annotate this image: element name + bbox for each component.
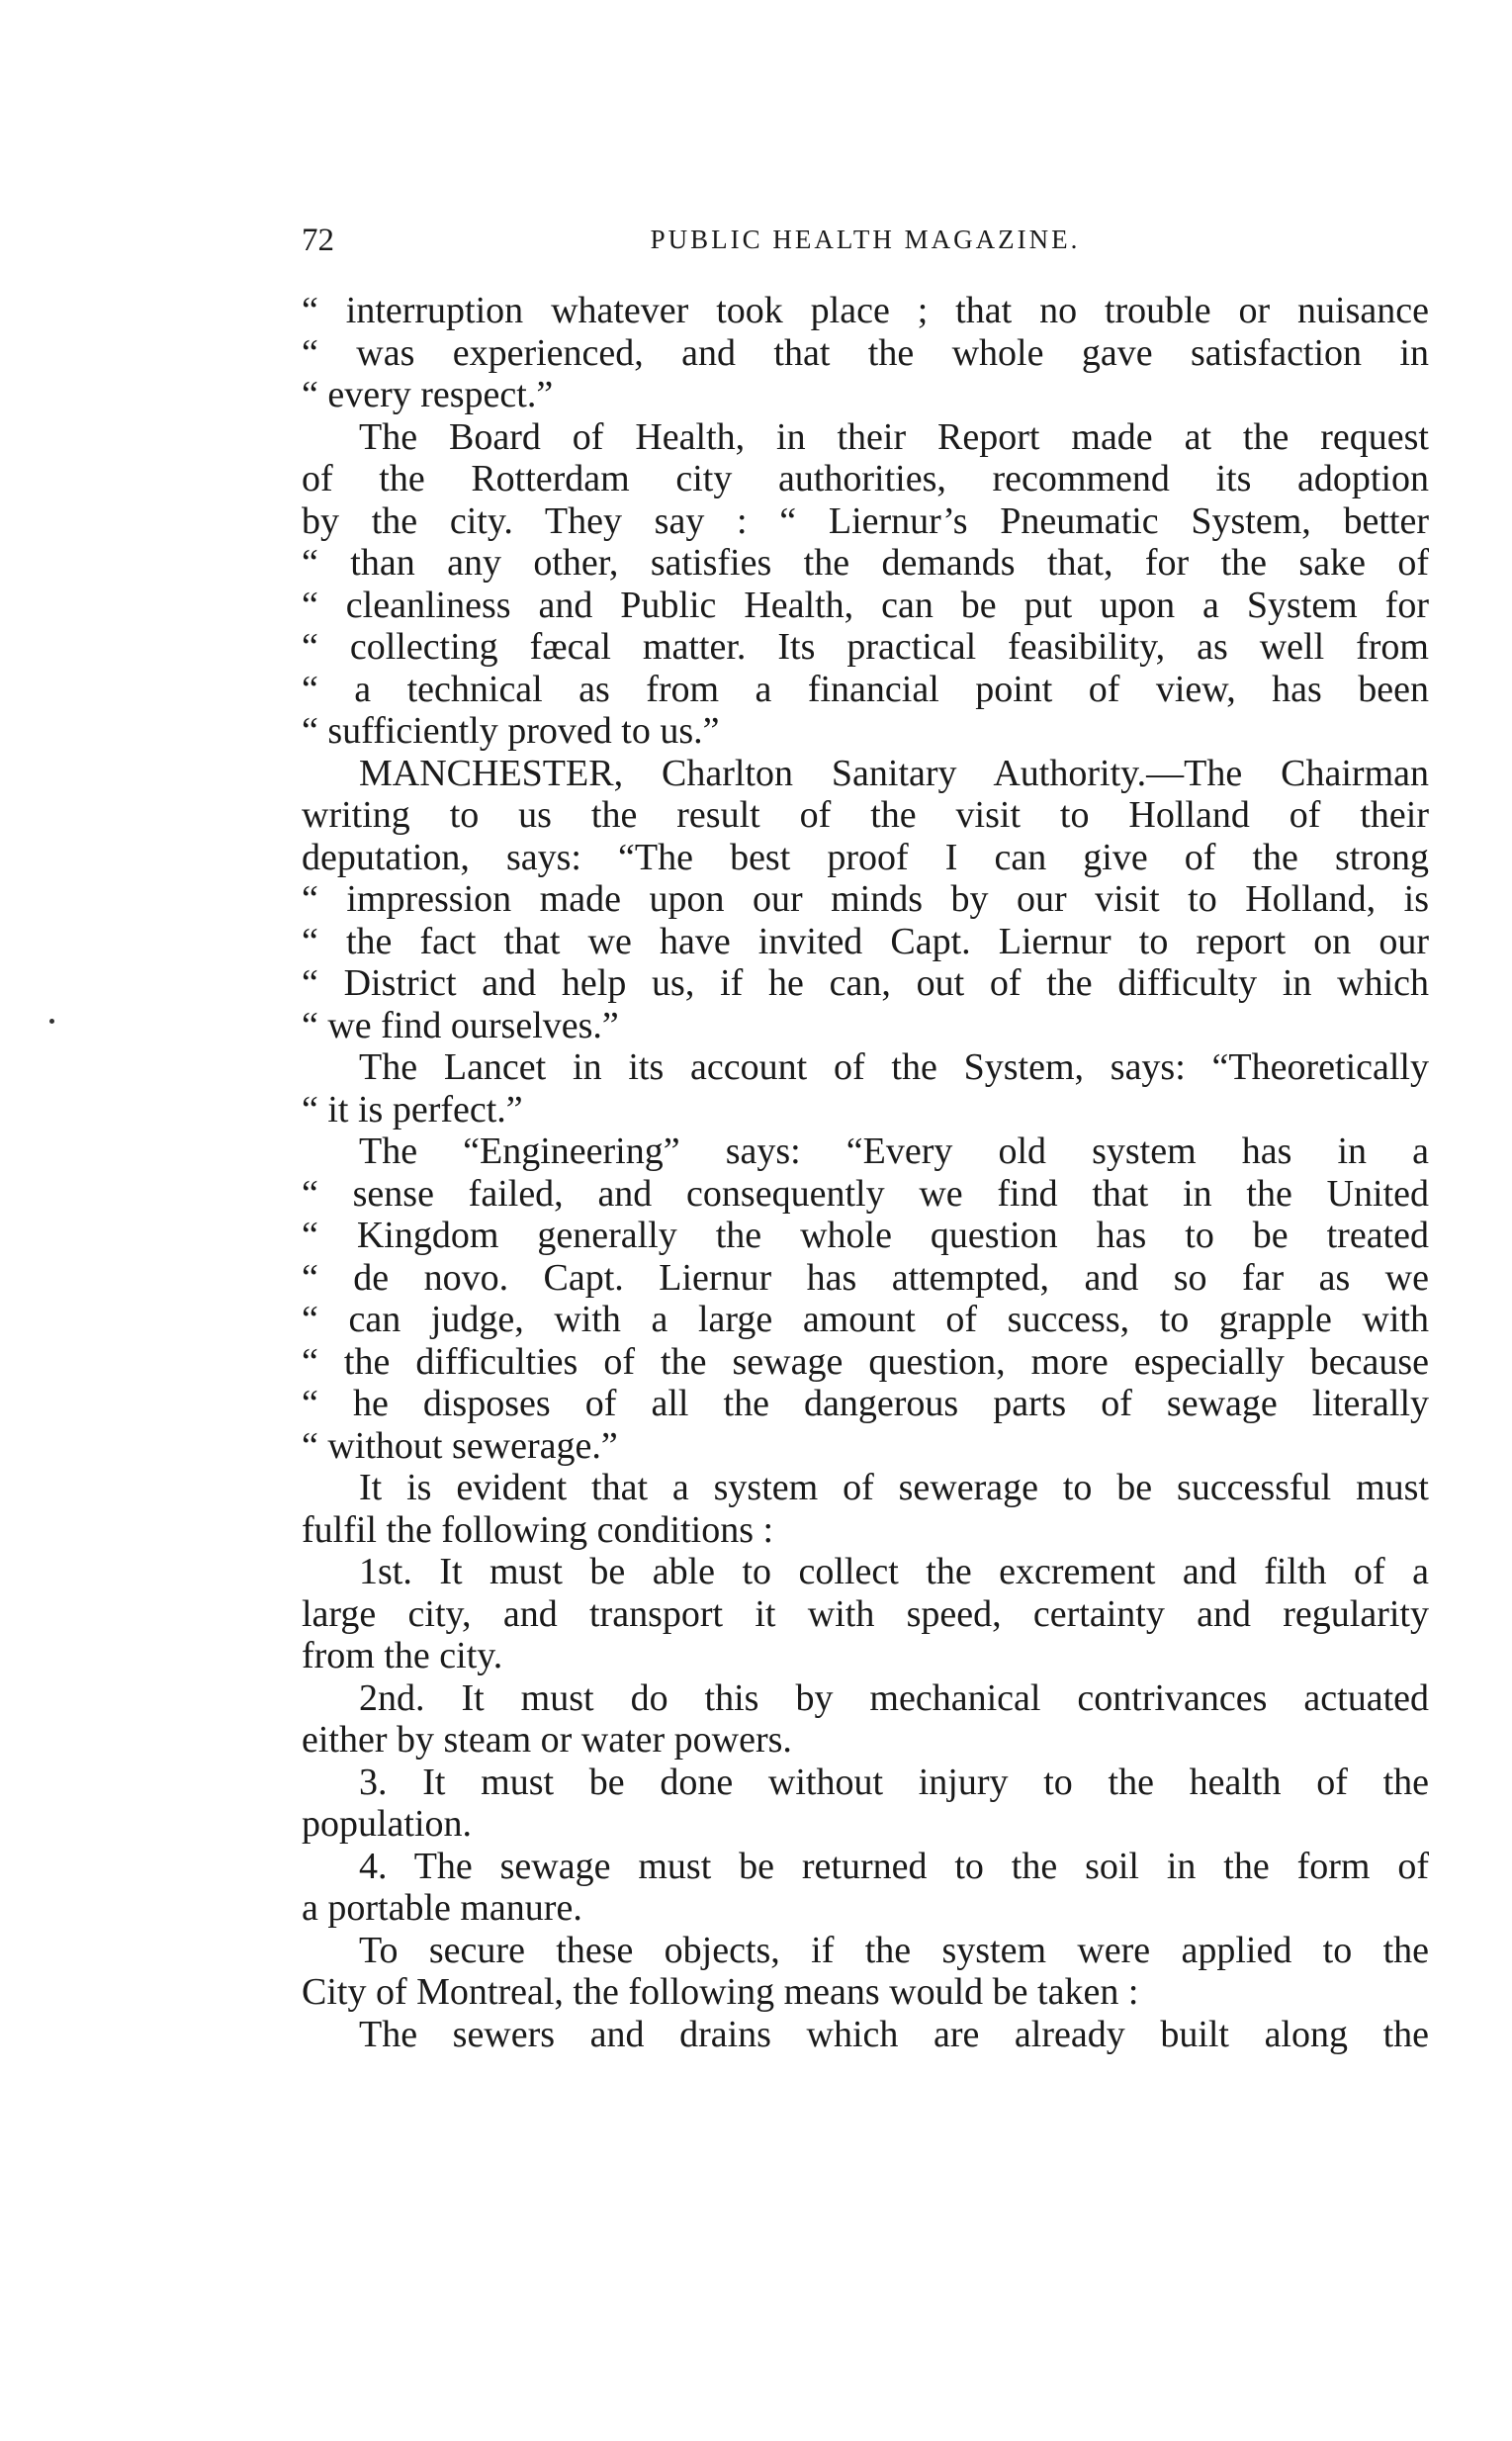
text-line: “ de novo. Capt. Liernur has attempted, and so far as we: [302, 1256, 1429, 1299]
text-line: To secure these objects, if the system were applied to the: [359, 1929, 1429, 1971]
margin-mark: [49, 1019, 54, 1024]
text-line: by the city. They say : “ Liernur’s Pneumatic System, better: [302, 499, 1429, 542]
text-line: “ he disposes of all the dangerous parts of sewage literally: [302, 1383, 1429, 1424]
text-line: fulfil the following conditions :: [302, 1508, 774, 1551]
text-line: “ sufficiently proved to us.”: [302, 710, 720, 752]
text-line: The Lancet in its account of the System, says: “Theoretically: [359, 1046, 1429, 1088]
text-line: writing to us the result of the visit to Holland of their: [302, 794, 1429, 836]
text-line: “ every respect.”: [302, 374, 554, 415]
text-line: “ can judge, with a large amount of success, to grapple with: [302, 1299, 1429, 1340]
text-line: “ without sewerage.”: [302, 1424, 618, 1467]
text-line: The Board of Health, in their Report made at the request: [359, 415, 1429, 458]
text-line: from the city.: [302, 1635, 503, 1676]
text-line: large city, and transport it with speed, certainty and regularity: [302, 1592, 1429, 1635]
text-line: “ the difficulties of the sewage question, more especially because: [302, 1340, 1429, 1383]
text-line: a portable manure.: [302, 1887, 582, 1929]
text-line: “ District and help us, if he can, out of the difficulty in which: [302, 962, 1429, 1004]
text-line: “ we find ourselves.”: [302, 1004, 619, 1046]
page-header: [302, 223, 1429, 270]
text-line: “ than any other, satisfies the demands that, for the sake of: [302, 542, 1429, 584]
text-line: “ the fact that we have invited Capt. Liernur to report on our: [302, 920, 1429, 962]
text-line: either by steam or water powers.: [302, 1719, 792, 1761]
body-text: [302, 290, 1429, 2055]
text-line: The sewers and drains which are already built along the: [359, 2013, 1429, 2055]
text-line: It is evident that a system of sewerage to be successful must: [359, 1467, 1429, 1508]
text-line: 3. It must be done without injury to the health of the: [359, 1761, 1429, 1803]
text-line: “ was experienced, and that the whole gave satisfaction in: [302, 331, 1429, 374]
text-line: “ a technical as from a financial point of view, has been: [302, 668, 1429, 710]
text-line: 2nd. It must do this by mechanical contrivances actuated: [359, 1676, 1429, 1719]
text-line: 4. The sewage must be returned to the soil in the form of: [359, 1845, 1429, 1887]
text-line: The “Engineering” says: “Every old system has in a: [359, 1130, 1429, 1172]
text-line: 1st. It must be able to collect the excrement and filth of a: [359, 1551, 1429, 1592]
text-line: “ sense failed, and consequently we find that in the United: [302, 1172, 1429, 1215]
text-line: “ cleanliness and Public Health, can be put upon a System for: [302, 584, 1429, 626]
text-line: “ it is perfect.”: [302, 1088, 523, 1130]
running-head: PUBLIC HEALTH MAGAZINE.: [650, 225, 1081, 254]
text-line: of the Rotterdam city authorities, recommend its adoption: [302, 458, 1429, 499]
text-line: “ interruption whatever took place ; that no trouble or nuisance: [302, 290, 1429, 331]
text-line: City of Montreal, the following means would be taken :: [302, 1971, 1139, 2013]
text-line: “ Kingdom generally the whole question has to be treated: [302, 1215, 1429, 1256]
text-line: “ collecting fæcal matter. Its practical feasibility, as well from: [302, 626, 1429, 668]
text-line: deputation, says: “The best proof I can give of the strong: [302, 836, 1429, 878]
text-line: population.: [302, 1803, 473, 1845]
text-line: “ impression made upon our minds by our visit to Holland, is: [302, 878, 1429, 920]
text-line: MANCHESTER, Charlton Sanitary Authority.—The Chairman: [359, 752, 1429, 794]
page-number: 72: [302, 223, 334, 258]
